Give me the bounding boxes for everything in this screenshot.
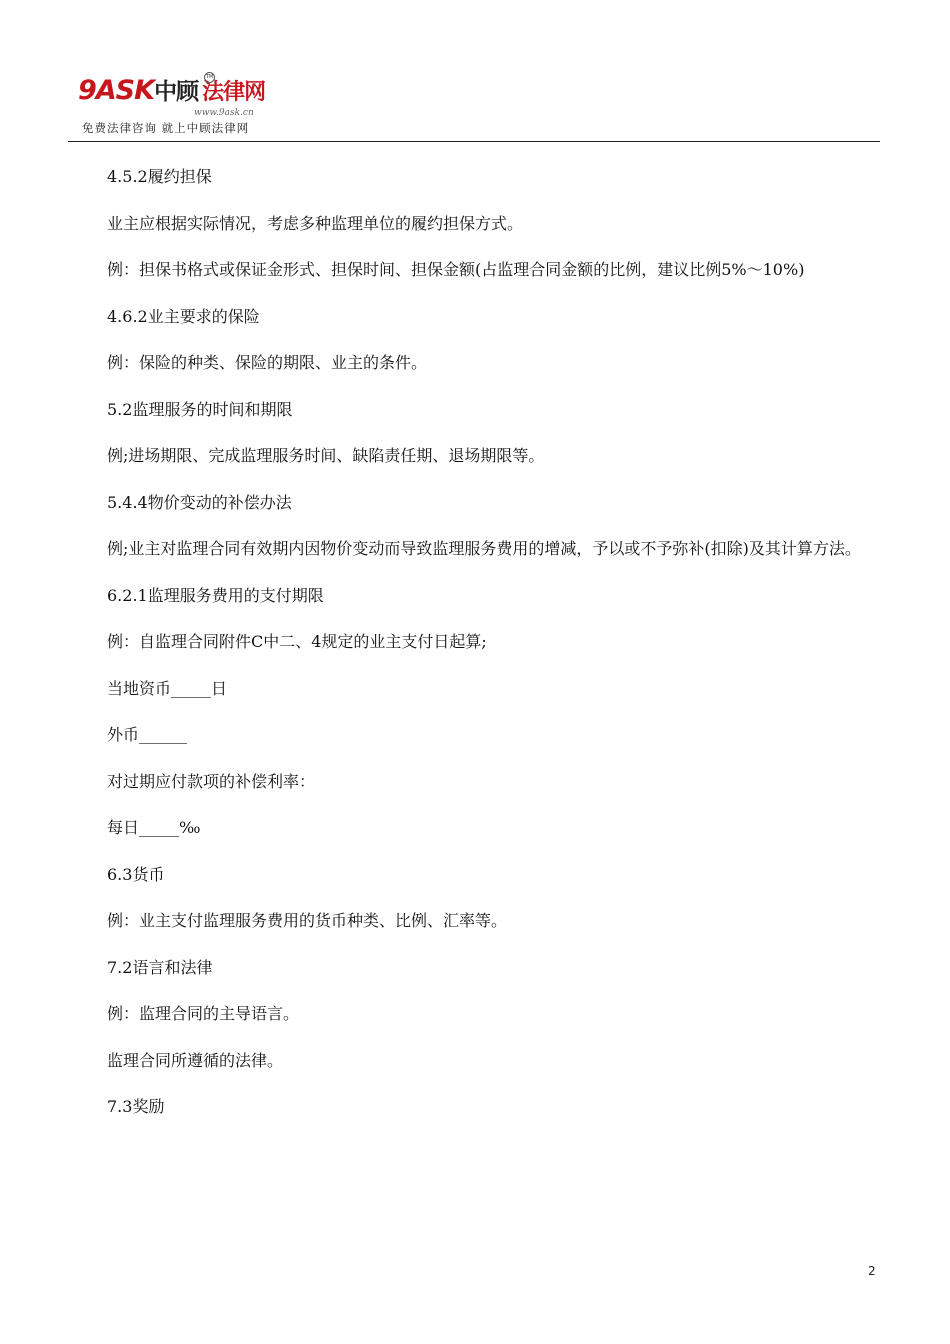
logo-brand-cn: 中顾 — [154, 79, 199, 105]
paragraph: 4.5.2履约担保 — [107, 167, 212, 186]
paragraph: 对过期应付款项的补偿利率： — [107, 771, 316, 791]
paragraph: 例;进场期限、完成监理服务时间、缺陷责任期、退场期限等。 — [107, 446, 545, 465]
paragraph: 例：担保书格式或保证金形式、担保时间、担保金额(占监理合同金额的比例，建议比例5%～10%) — [107, 260, 805, 279]
paragraph: 7.3奖励 — [107, 1097, 165, 1116]
logo-brand-law: 法律网 — [202, 80, 266, 105]
paragraph: 外币______ — [107, 725, 188, 744]
paragraph: 业主应根据实际情况，考虑多种监理单位的履约担保方式。 — [107, 213, 524, 233]
paragraph: 监理合同所遵循的法律。 — [107, 1050, 284, 1070]
paragraph: 7.2语言和法律 — [107, 957, 213, 977]
trademark-icon: TM — [204, 72, 215, 83]
paragraph: 例：监理合同的主导语言。 — [107, 1004, 300, 1023]
paragraph: 4.6.2业主要求的保险 — [107, 306, 260, 326]
document-body — [107, 165, 885, 1120]
paragraph: 例：业主支付监理服务费用的货币种类、比例、汇率等。 — [107, 911, 508, 930]
page-number: 2 — [868, 1264, 876, 1278]
paragraph: 5.2监理服务的时间和期限 — [107, 399, 293, 419]
paragraph: 6.2.1监理服务费用的支付期限 — [107, 585, 324, 605]
paragraph: 例：自监理合同附件C中二、4规定的业主支付日起算; — [107, 632, 487, 651]
header-divider — [68, 141, 880, 142]
paragraph: 5.4.4物价变动的补偿办法 — [107, 492, 292, 512]
paragraph: 例;业主对监理合同有效期内因物价变动而导致监理服务费用的增减，予以或不予弥补(扣除)及其计算方法。 — [107, 539, 861, 558]
page-header — [68, 70, 880, 143]
paragraph: 例：保险的种类、保险的期限、业主的条件。 — [107, 353, 428, 372]
paragraph: 6.3货币 — [107, 864, 165, 884]
logo-brand-latin: 9ASK — [78, 75, 155, 106]
logo-wordmark — [78, 74, 265, 110]
logo-url: www.9ask.cn — [194, 108, 254, 118]
paragraph: 当地资币_____日 — [107, 678, 228, 698]
paragraph: 每日_____‰ — [107, 818, 201, 837]
header-slogan: 免费法律咨询 就上中顾法律网 — [82, 121, 250, 135]
site-logo[interactable] — [78, 74, 288, 120]
